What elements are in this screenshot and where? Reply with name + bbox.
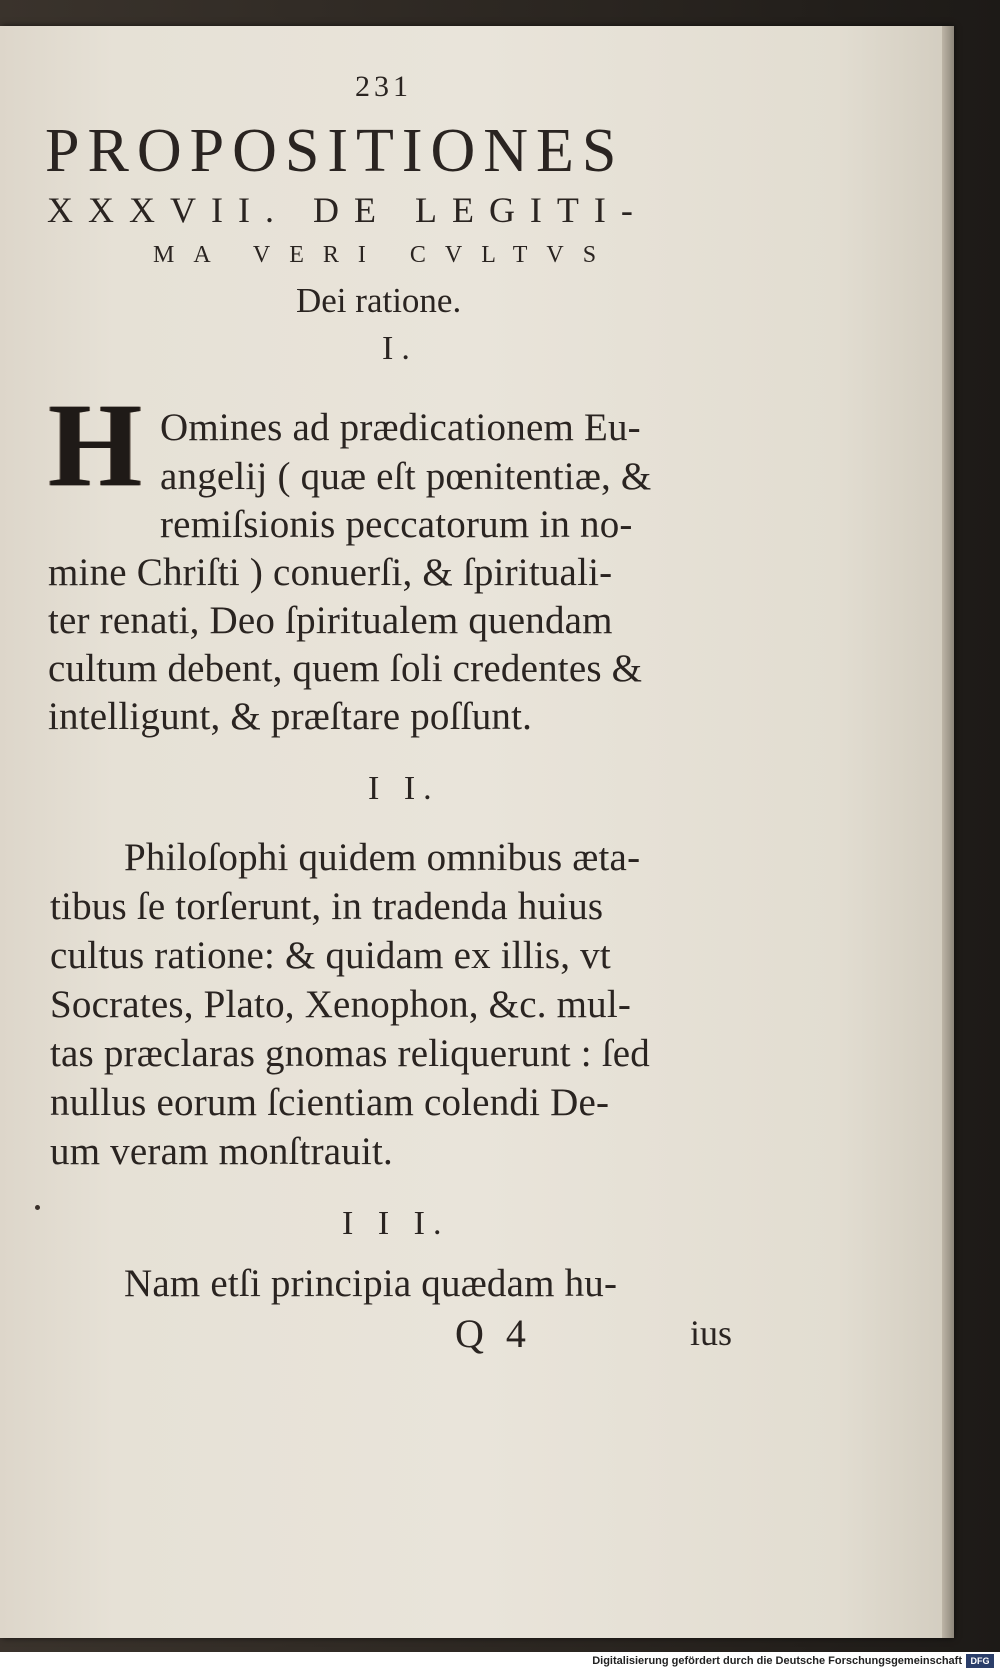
title-line-3: MA VERI CVLTVS <box>153 242 616 268</box>
marginal-ink-dot <box>35 1205 40 1210</box>
section-number-3: I I I. <box>342 1205 450 1242</box>
footer-credit: Digitalisierung gefördert durch die Deutsche Forschungsgemeinschaft <box>592 1655 962 1667</box>
section-2-line-4: Socrates, Plato, Xenophon, &c. mul- <box>50 983 632 1026</box>
signature-mark: Q 4 <box>455 1311 532 1356</box>
section-number-2: I I. <box>368 770 440 807</box>
section-2-line-3: cultus ratione: & quidam ex illis, vt <box>50 934 611 977</box>
section-1-line-1: Omines ad prædicationem Eu- <box>160 406 641 449</box>
section-1-line-3: remiſsionis peccatorum in no- <box>160 503 633 546</box>
section-1-line-5: ter renati, Deo ſpiritualem quendam <box>48 599 613 642</box>
section-number-1: I. <box>382 330 418 367</box>
page-number: 231 <box>355 70 412 103</box>
section-1-line-7: intelligunt, & præſtare poſſunt. <box>48 695 533 738</box>
dfg-logo: DFG <box>966 1654 994 1668</box>
page-edge <box>942 26 954 1638</box>
section-2-line-7: um veram monſtrauit. <box>50 1130 394 1173</box>
section-2-line-6: nullus eorum ſcientiam colendi De- <box>50 1081 610 1124</box>
section-1-line-6: cultum debent, quem ſoli credentes & <box>48 647 643 690</box>
section-3-line-1: Nam etſi principia quædam hu- <box>124 1262 618 1305</box>
title-line-2: XXXVII. DE LEGITI- <box>47 190 648 230</box>
section-2-line-1: Philoſophi quidem omnibus æta- <box>124 836 641 879</box>
section-2-line-2: tibus ſe torſerunt, in tradenda huius <box>50 885 604 928</box>
title-line-4: Dei ratione. <box>296 281 462 320</box>
title-line-1: PROPOSITIONES <box>45 117 625 185</box>
section-1-line-2: angelij ( quæ eſt pœnitentiæ, & <box>160 455 652 498</box>
decorated-initial <box>45 378 145 511</box>
section-2-line-5: tas præclaras gnomas reliquerunt : ſed <box>50 1032 651 1075</box>
initial-letter: H <box>48 378 142 511</box>
catchword: ius <box>690 1313 733 1353</box>
section-1-line-4: mine Chriſti ) conuerſi, & ſpirituali- <box>48 551 613 594</box>
